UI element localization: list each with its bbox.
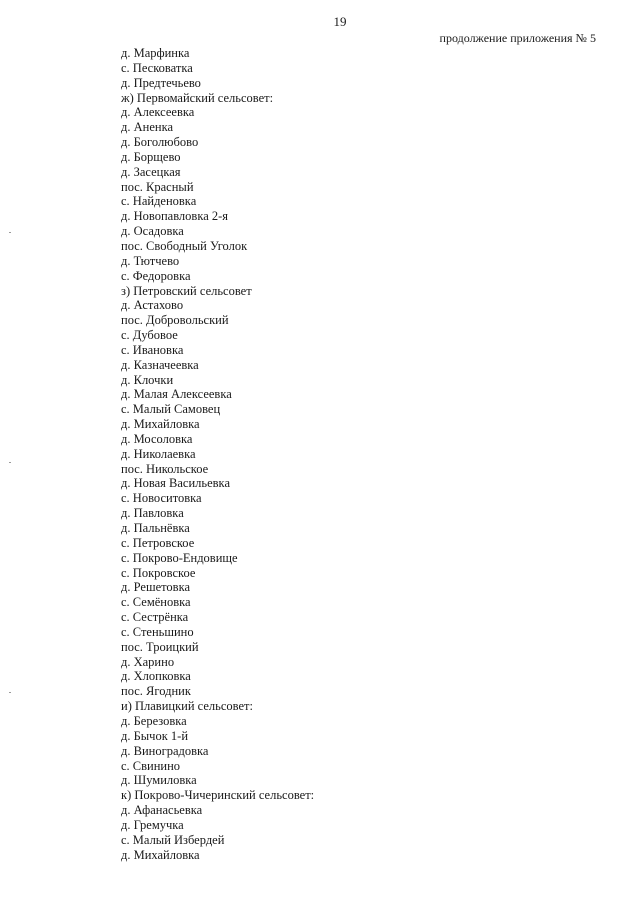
list-item: д. Осадовка bbox=[121, 224, 184, 239]
list-item: д. Гремучка bbox=[121, 817, 184, 832]
list-item: с. Новоситовка bbox=[121, 491, 202, 506]
list-item: д. Бычок 1-й bbox=[121, 728, 189, 743]
list-item: пос. Добровольский bbox=[121, 313, 229, 328]
list-item: д. Засецкая bbox=[121, 164, 181, 179]
list-item: с. Покрово-Ендовище bbox=[121, 550, 238, 565]
list-item: пос. Никольское bbox=[121, 461, 209, 476]
list-item: д. Михайловка bbox=[121, 847, 200, 862]
list-item: д. Мосоловка bbox=[121, 431, 193, 446]
list-item: с. Малый Самовец bbox=[121, 402, 221, 417]
list-item: д. Клочки bbox=[121, 372, 174, 387]
settlement-list bbox=[121, 46, 314, 862]
list-item: с. Свинино bbox=[121, 758, 181, 773]
list-item: с. Ивановка bbox=[121, 342, 184, 357]
list-item: д. Шумиловка bbox=[121, 773, 197, 788]
list-item: с. Стеньшино bbox=[121, 624, 194, 639]
list-item: д. Астахово bbox=[121, 298, 184, 313]
list-item: д. Хлопковка bbox=[121, 669, 191, 684]
list-item: д. Предтечьево bbox=[121, 75, 201, 90]
list-item: с. Семёновка bbox=[121, 595, 191, 610]
list-item: д. Виноградовка bbox=[121, 743, 209, 758]
margin-mark bbox=[9, 232, 11, 233]
list-item: д. Аненка bbox=[121, 120, 173, 135]
page-number: 19 bbox=[333, 14, 347, 29]
list-item: с. Малый Избердей bbox=[121, 832, 225, 847]
list-item: д. Тютчево bbox=[121, 253, 180, 268]
margin-mark bbox=[9, 692, 11, 693]
list-item: д. Павловка bbox=[121, 506, 184, 521]
list-item: д. Марфинка bbox=[121, 46, 190, 60]
list-item: д. Новая Васильевка bbox=[121, 476, 230, 491]
list-item: д. Пальнёвка bbox=[121, 521, 190, 535]
list-item: д. Новопавловка 2-я bbox=[121, 209, 229, 224]
list-item: д. Боголюбово bbox=[121, 135, 199, 150]
list-item: д. Березовка bbox=[121, 713, 187, 728]
list-item: д. Михайловка bbox=[121, 417, 200, 432]
list-item: с. Петровское bbox=[121, 535, 195, 550]
list-item: с. Песковатка bbox=[121, 60, 193, 75]
list-item: д. Казначеевка bbox=[121, 357, 199, 372]
list-item: д. Борщево bbox=[121, 149, 181, 164]
list-item: д. Малая Алексеевка bbox=[121, 387, 232, 402]
list-item: пос. Ягодник bbox=[121, 684, 191, 699]
list-item: пос. Красный bbox=[121, 179, 194, 194]
list-item: пос. Троицкий bbox=[121, 639, 199, 654]
list-item: к) Покрово-Чичеринский сельсовет: bbox=[121, 788, 315, 803]
list-item: д. Афанасьевка bbox=[121, 803, 203, 818]
list-item: с. Федоровка bbox=[121, 268, 191, 283]
list-item: з) Петровский сельсовет bbox=[121, 283, 252, 298]
margin-mark bbox=[9, 462, 11, 463]
list-item: д. Алексеевка bbox=[121, 105, 195, 120]
list-item: и) Плавицкий сельсовет: bbox=[121, 699, 253, 714]
list-item: д. Решетовка bbox=[121, 580, 191, 595]
list-item: д. Харино bbox=[121, 654, 175, 669]
list-item: ж) Первомайский сельсовет: bbox=[121, 90, 274, 105]
list-item: с. Найденовка bbox=[121, 194, 197, 209]
list-item: с. Покровское bbox=[121, 565, 196, 580]
list-item: пос. Свободный Уголок bbox=[121, 238, 248, 253]
list-item: с. Дубовое bbox=[121, 328, 178, 343]
header-note: продолжение приложения № 5 bbox=[439, 31, 596, 45]
list-item: д. Николаевка bbox=[121, 446, 196, 461]
list-item: с. Сестрёнка bbox=[121, 610, 189, 625]
